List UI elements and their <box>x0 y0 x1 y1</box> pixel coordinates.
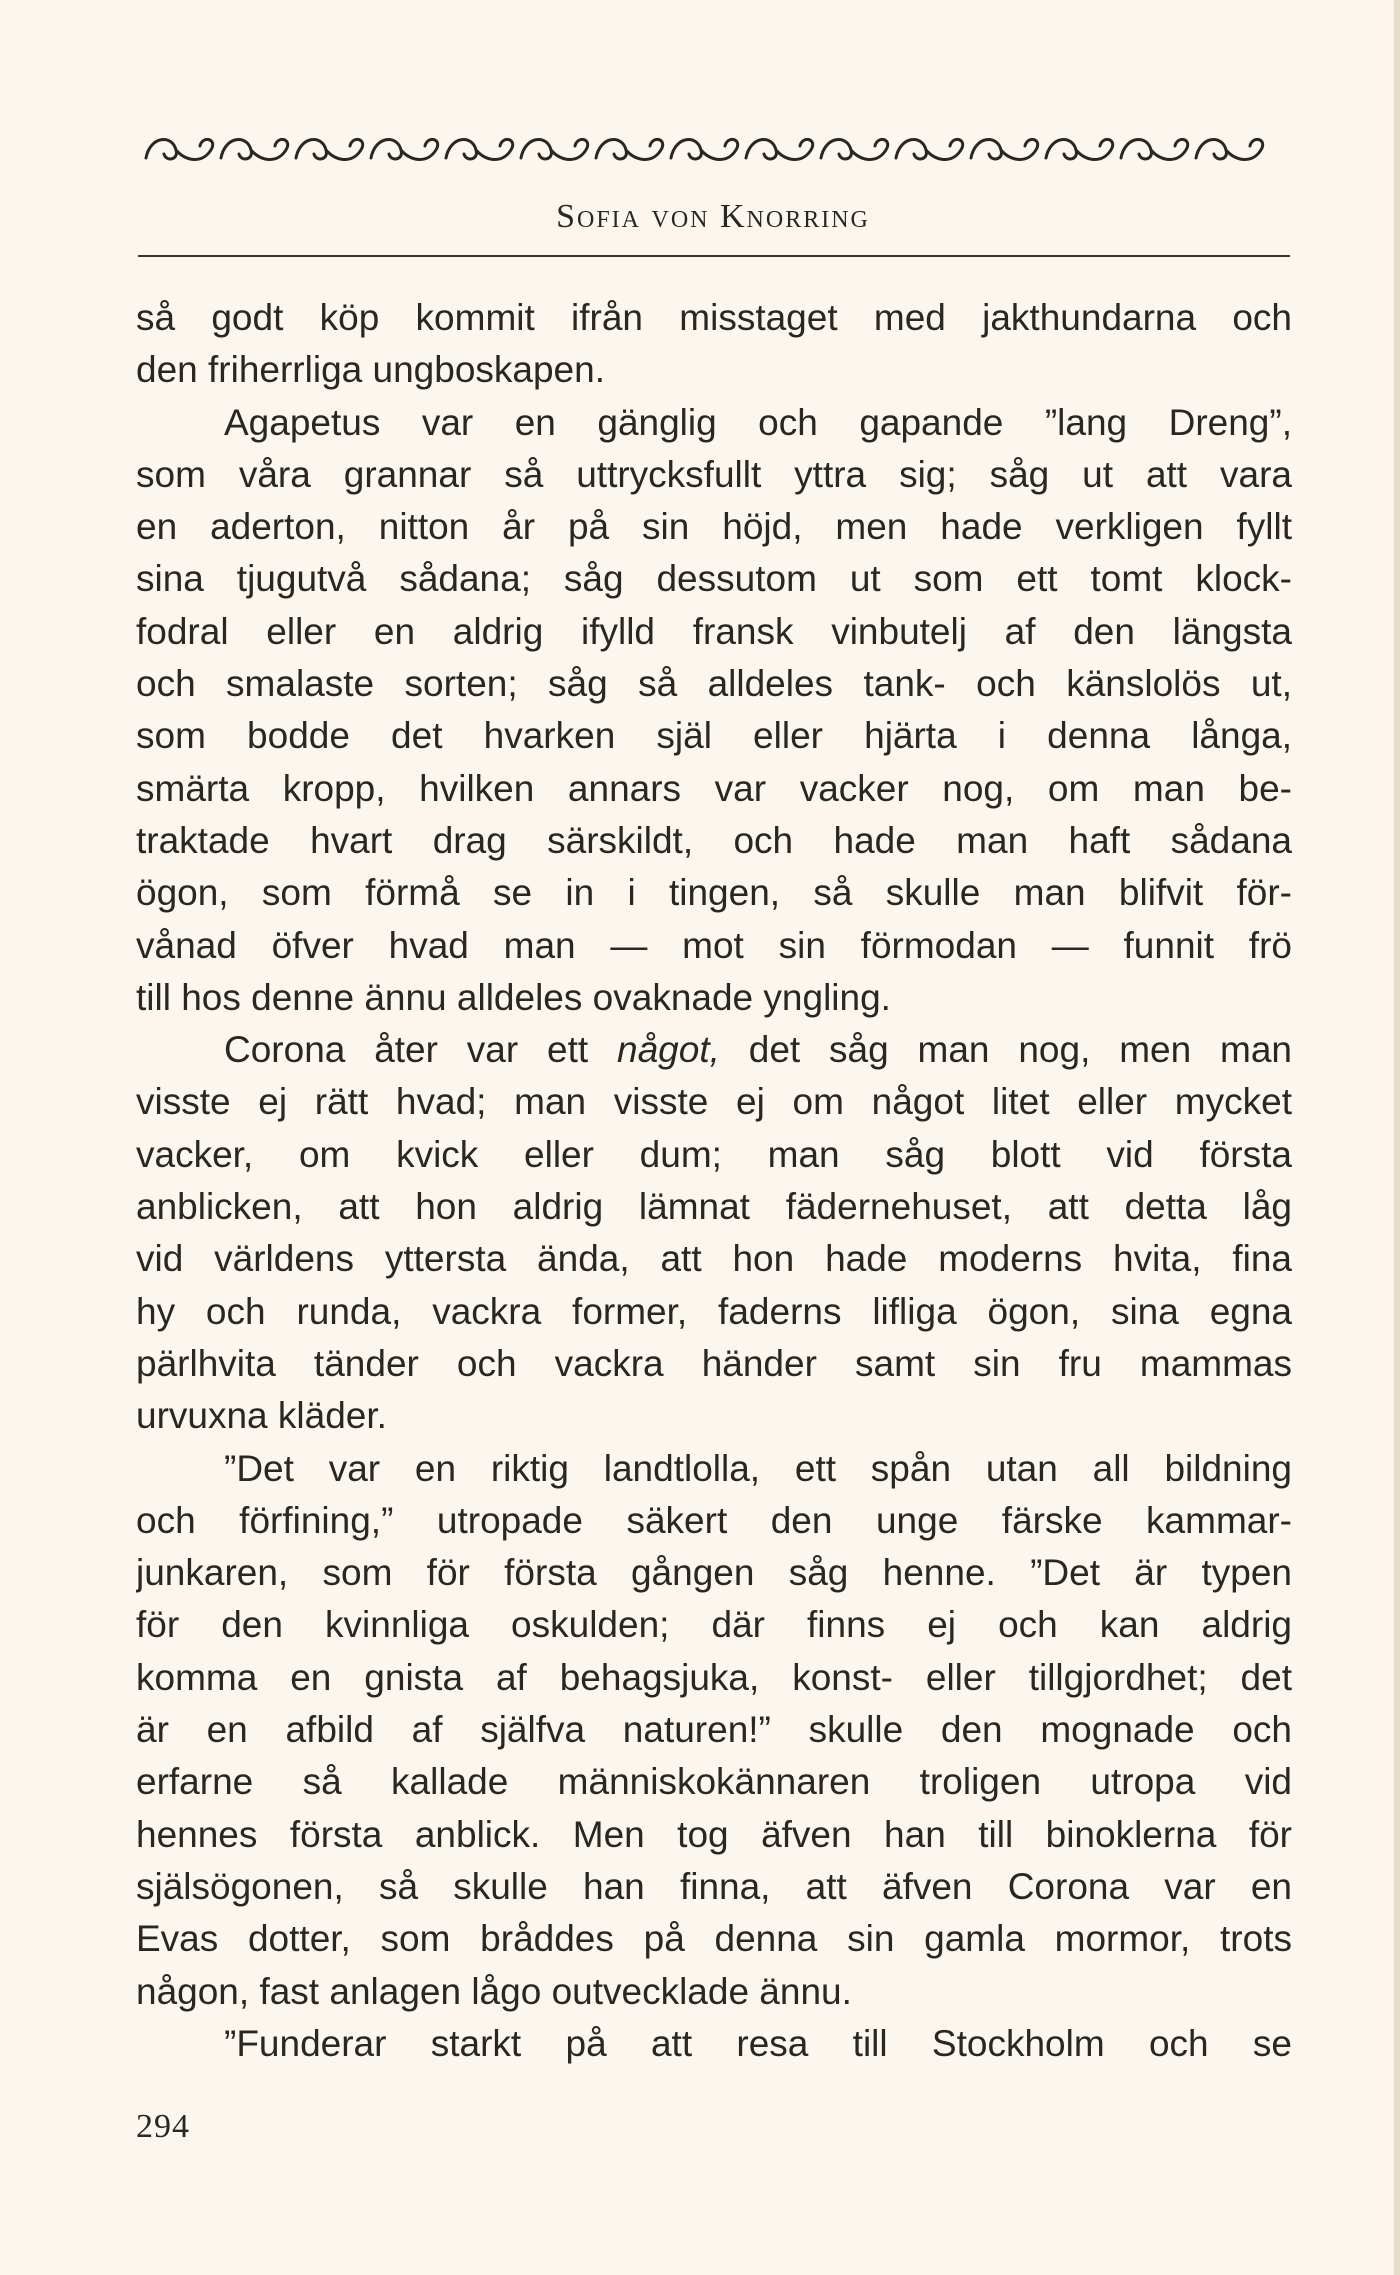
ornament-scroll <box>1121 139 1188 159</box>
text-line: ögon, som förmå se in i tingen, så skulle man blifvit för- <box>136 872 1292 914</box>
text-line: den friherrliga ungboskapen. <box>136 349 605 391</box>
text-line: Corona åter var ett något, det såg man nog, men man <box>224 1029 1292 1071</box>
ornament-scroll <box>896 139 963 159</box>
ornament-scroll <box>371 139 438 159</box>
ornament-scroll <box>296 139 363 159</box>
text-line: hy och runda, vackra former, faderns lifliga ögon, sina egna <box>136 1290 1292 1332</box>
text-line: junkaren, som för första gången såg henne. ”Det är typen <box>136 1552 1292 1594</box>
text-line: för den kvinnliga oskulden; där finns ej och kan aldrig <box>136 1604 1292 1646</box>
text-line: som bodde det hvarken själ eller hjärta i denna långa, <box>136 715 1292 757</box>
text-line: vid världens yttersta ända, att hon hade moderns hvita, fina <box>136 1238 1292 1280</box>
text-line: erfarne så kallade människokännaren troligen utropa vid <box>136 1761 1292 1803</box>
text-line: ”Det var en riktig landtlolla, ett spån utan all bildning <box>224 1447 1292 1489</box>
text-line: vacker, om kvick eller dum; man såg blott vid första <box>136 1133 1292 1175</box>
page-number: 294 <box>136 2108 190 2145</box>
text-line: Evas dotter, som bråddes på denna sin gamla mormor, trots <box>136 1918 1292 1960</box>
text-line: som våra grannar så uttrycksfullt yttra sig; såg ut att vara <box>136 453 1292 495</box>
ornament-scroll <box>971 139 1038 159</box>
header-rule <box>138 255 1290 257</box>
ornament-scroll <box>1196 139 1263 159</box>
text-line: urvuxna kläder. <box>136 1395 387 1437</box>
ornamental-border <box>140 128 1290 172</box>
ornament-scroll <box>746 139 813 159</box>
text-line: och smalaste sorten; såg så alldeles tank- och känslolös ut, <box>136 663 1292 705</box>
ornament-scroll <box>671 139 738 159</box>
ornament-scroll <box>1046 139 1113 159</box>
text-line: någon, fast anlagen lågo outvecklade ännu. <box>136 1970 852 2012</box>
text-line: traktade hvart drag särskildt, och hade man haft sådana <box>136 819 1292 861</box>
body-text <box>136 292 1292 2070</box>
ornament-scroll <box>596 139 663 159</box>
text-line: till hos denne ännu alldeles ovaknade yngling. <box>136 976 891 1018</box>
text-line: smärta kropp, hvilken annars var vacker nog, om man be- <box>136 767 1292 809</box>
text-line: så godt köp kommit ifrån misstaget med jakthundarna och <box>136 297 1292 338</box>
ornament-scroll <box>146 139 213 159</box>
text-line: visste ej rätt hvad; man visste ej om något litet eller mycket <box>136 1081 1292 1123</box>
text-line: pärlhvita tänder och vackra händer samt sin fru mammas <box>136 1342 1292 1384</box>
text-line: och förfining,” utropade säkert den unge färske kammar- <box>136 1499 1292 1541</box>
text-line: hennes första anblick. Men tog äfven han till binoklerna för <box>136 1813 1292 1855</box>
text-line: ”Funderar starkt på att resa till Stockholm och se <box>224 2022 1292 2064</box>
text-line: anblicken, att hon aldrig lämnat fädernehuset, att detta låg <box>136 1186 1292 1228</box>
text-line: själsögonen, så skulle han finna, att äfven Corona var en <box>136 1865 1292 1907</box>
text-line: komma en gnista af behagsjuka, konst- eller tillgjordhet; det <box>136 1656 1292 1698</box>
text-line: vånad öfver hvad man — mot sin förmodan — funnit frö <box>136 924 1292 966</box>
ornament-scroll <box>446 139 513 159</box>
ornament-scroll <box>221 139 288 159</box>
ornament-scroll <box>521 139 588 159</box>
text-line: är en afbild af själfva naturen!” skulle den mognade och <box>136 1709 1292 1751</box>
running-head: Sofia von Knorring <box>556 198 870 235</box>
text-line: fodral eller en aldrig ifylld fransk vinbutelj af den längsta <box>136 610 1292 652</box>
ornament-scroll <box>821 139 888 159</box>
text-line: Agapetus var en gänglig och gapande ”lang Dreng”, <box>224 401 1292 443</box>
text-line: en aderton, nitton år på sin höjd, men hade verkligen fyllt <box>136 506 1292 548</box>
page-edge <box>1394 0 1400 2275</box>
text-line: sina tjugutvå sådana; såg dessutom ut som ett tomt klock- <box>136 558 1292 600</box>
